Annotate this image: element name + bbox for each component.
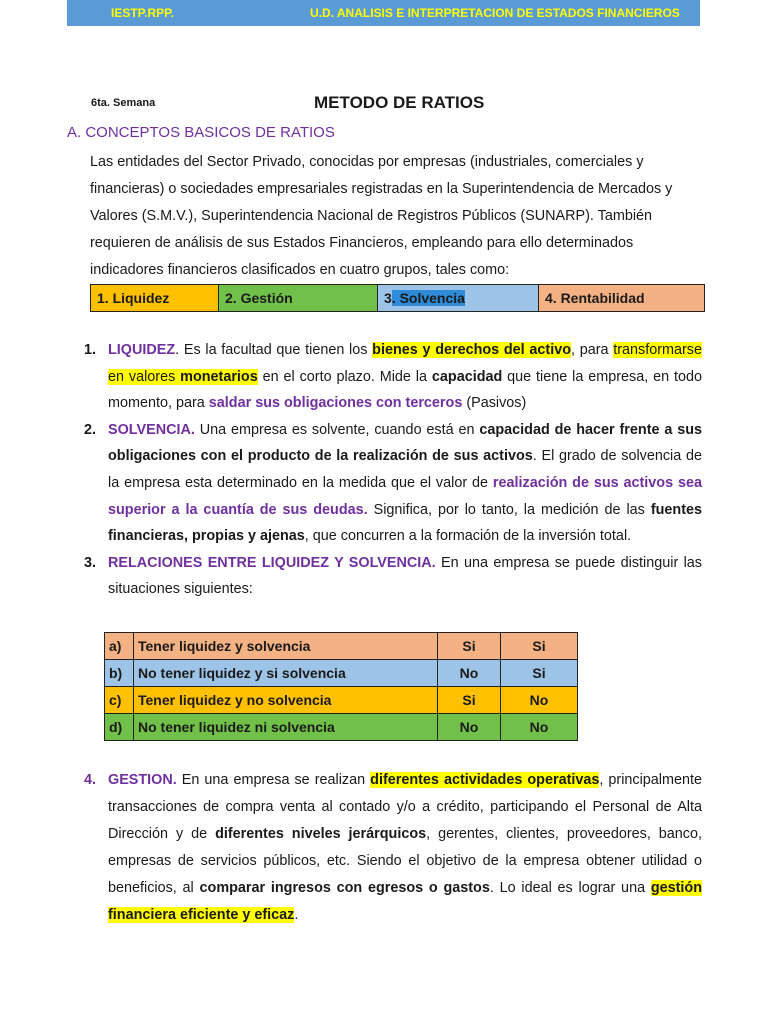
table-row (105, 687, 578, 714)
paragraph-line: Las entidades del Sector Privado, conocidas por empresas (industriales, comerciales y (90, 154, 644, 170)
bold-span: comparar ingresos con egresos o gastos (199, 880, 490, 896)
term-solvencia: SOLVENCIA. (108, 421, 195, 438)
group-liquidez: 1. Liquidez (91, 285, 219, 312)
text-span: , para (571, 342, 614, 358)
table-row (105, 714, 578, 741)
page-title: METODO DE RATIOS (314, 93, 485, 112)
text-span: En una empresa se puede distinguir las situaciones siguientes: (108, 554, 702, 598)
highlight-span: transformarse en valores (108, 342, 703, 385)
paragraph-line: indicadores financieros clasificados en cuatro grupos, tales como: (90, 262, 510, 278)
paragraph-line: Valores (S.M.V.), Superintendencia Nacional de Registros Públicos (SUNARP). También (90, 208, 653, 224)
row-solvencia: Si (501, 660, 578, 687)
table-row (105, 660, 578, 687)
list-number: 2. (84, 421, 97, 438)
bold-span: diferentes niveles jerárquicos (215, 826, 427, 842)
text-span: en el corto plazo. Mide la (257, 368, 432, 385)
group-rentabilidad: 4. Rentabilidad (539, 285, 705, 312)
page-header (67, 0, 700, 26)
highlight-span: monetarios (180, 368, 258, 385)
group-gestion: 2. Gestión (219, 285, 378, 312)
paragraph-line: financieras) o sociedades empresariales registradas en la Superintendencia de Mercados y (90, 181, 673, 197)
row-solvencia: No (501, 687, 578, 714)
list-number: 4. (84, 772, 97, 788)
row-text: Tener liquidez y solvencia (134, 633, 438, 660)
row-text: No tener liquidez ni solvencia (134, 714, 438, 741)
table-row (105, 633, 578, 660)
bold-span: fuentes financieras, propias y ajenas (108, 501, 702, 545)
relations-table (104, 632, 578, 741)
group-solvencia-num: 3 (384, 290, 392, 306)
row-letter: c) (105, 687, 134, 714)
text-span: Una empresa es solvente, cuando está en (194, 421, 480, 438)
highlight-span: bienes y derechos del activo (372, 342, 571, 358)
text-span: . Es la facultad que tienen los (175, 342, 373, 358)
indicator-groups-table (90, 284, 705, 312)
row-letter: a) (105, 633, 134, 660)
group-solvencia (378, 285, 539, 312)
text-span: Significa, por lo tanto, la medición de las (367, 501, 651, 518)
text-span: . Lo ideal es lograr una (489, 880, 651, 896)
bold-span: capacidad de hacer frente a sus obligaciones con el producto de la realización de sus activos (108, 421, 703, 465)
text-span: que tiene la empresa, en todo momento, para (108, 368, 702, 412)
list-number: 1. (84, 342, 97, 358)
definitions-list-continued (84, 767, 702, 929)
paragraph-line: requieren de análisis de sus Estados Financieros, empleando para ello determinados (90, 235, 634, 251)
row-text: No tener liquidez y si solvencia (134, 660, 438, 687)
text-span: , principalmente transacciones de compra venta al contado y/o a crédito, participando el Personal de Alta Dirección y de (108, 772, 702, 842)
emphasis-span: saldar sus obligaciones con terceros (208, 395, 463, 412)
text-span: , que concurren a la formación de la inversión total. (304, 528, 632, 545)
row-liquidez: No (438, 660, 501, 687)
row-letter: b) (105, 660, 134, 687)
text-span: En una empresa se realizan (176, 772, 371, 788)
row-solvencia: Si (501, 633, 578, 660)
row-liquidez: No (438, 714, 501, 741)
term-relaciones: RELACIONES ENTRE LIQUIDEZ Y SOLVENCIA. (108, 554, 436, 571)
row-liquidez: Si (438, 687, 501, 714)
text-span: , gerentes, clientes, proveedores, banco, empresas de servicios públicos, etc. Siendo el objetivo de la empresa obtener utilidad o beneficios, al (108, 826, 702, 896)
row-liquidez: Si (438, 633, 501, 660)
definitions-list (84, 337, 702, 603)
highlight-span: diferentes actividades operativas (370, 772, 600, 788)
section-a-paragraph (90, 149, 700, 284)
row-letter: d) (105, 714, 134, 741)
emphasis-span: realización de sus activos sea superior a la cuantía de sus deudas. (108, 474, 702, 518)
list-item-relaciones (84, 550, 702, 603)
term-gestion: GESTION. (108, 772, 177, 788)
list-item-liquidez (84, 337, 702, 417)
text-span: . (294, 907, 299, 923)
row-solvencia: No (501, 714, 578, 741)
text-span: . El grado de solvencia de la empresa esta determinado en la medida que el valor de (108, 448, 702, 491)
highlight-span: gestión financiera eficiente y eficaz (108, 880, 703, 923)
row-text: Tener liquidez y no solvencia (134, 687, 438, 714)
term-liquidez: LIQUIDEZ (108, 342, 176, 358)
list-item-gestion (84, 767, 702, 929)
header-course: U.D. ANALISIS E INTERPRETACION DE ESTADOS FINANCIEROS (310, 6, 680, 20)
text-span: (Pasivos) (462, 395, 527, 412)
list-item-solvencia (84, 417, 702, 550)
bold-span: capacidad (431, 368, 503, 385)
group-solvencia-selected-text: . Solvencia (391, 290, 465, 306)
week-label: 6ta. Semana (91, 97, 156, 109)
section-a-heading: A. CONCEPTOS BASICOS DE RATIOS (67, 124, 335, 141)
list-number: 3. (84, 554, 97, 571)
header-institution: IESTP.RPP. (111, 6, 174, 20)
